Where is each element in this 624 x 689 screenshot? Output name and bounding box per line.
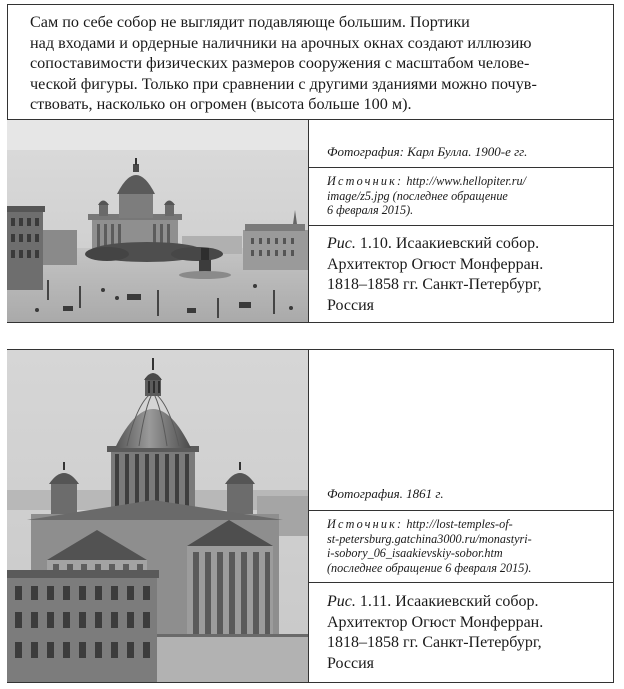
source-line: i-sobory_06_isaakievskiy-sobor.htm <box>327 546 503 560</box>
intro-line: ческой фигуры. Только при сравнении с другими зданиями можно почув- <box>30 74 537 93</box>
caption-line: 1818–1858 гг. Санкт-Петербург, <box>327 634 542 651</box>
caption-text: 1.11. Исаакиевский собор. <box>359 593 539 610</box>
caption-cell <box>309 226 613 322</box>
photo-credit-cell <box>309 120 613 168</box>
intro-line: над входами и ордерные наличники на арочных окнах создают иллюзию <box>30 33 532 52</box>
photo-credit-cell <box>309 350 613 511</box>
source-line <box>327 517 607 532</box>
intro-line: Сам по себе собор не выглядит подавляюще большим. Портики <box>30 13 470 31</box>
cathedral-photo <box>7 350 308 682</box>
source-line: (последнее обращение 6 февраля 2015). <box>327 560 532 575</box>
caption-text: 1.10. Исаакиевский собор. <box>359 235 540 252</box>
source-line: image/z5.jpg (последнее обращение <box>327 188 508 203</box>
cathedral-square-photo <box>7 120 308 322</box>
caption-line: Россия <box>327 654 375 672</box>
photo-credit: Фотография. 1861 г. <box>327 486 444 501</box>
source-line: st-petersburg.gatchina3000.ru/monastyri- <box>327 531 532 546</box>
figure-1-11 <box>7 349 614 683</box>
source-cell <box>309 168 613 226</box>
caption-cell <box>309 583 613 682</box>
caption-line <box>327 592 607 613</box>
caption-line <box>327 234 607 255</box>
source-url: http://lost-temples-of- <box>406 517 513 531</box>
figure-info-panel <box>308 350 613 682</box>
source-line: 6 февраля 2015). <box>327 203 414 217</box>
photo-isaac-cathedral-1900s <box>7 120 308 322</box>
intro-text-box <box>7 4 614 120</box>
intro-line: сопоставимости физических размеров сооружения с масштабом челове- <box>30 54 530 72</box>
caption-line: 1818–1858 гг. Санкт-Петербург, <box>327 276 542 293</box>
caption-label: Рис. <box>327 235 356 252</box>
caption-line: Архитектор Огюст Монферран. <box>327 613 544 631</box>
source-line <box>327 174 607 189</box>
caption-line: Россия <box>327 296 375 314</box>
photo-isaac-cathedral-1861 <box>7 350 308 682</box>
photo-credit: Фотография: Карл Булла. 1900-е гг. <box>327 144 528 159</box>
source-label: Источник: <box>327 174 404 188</box>
caption-label: Рис. <box>327 593 356 610</box>
figure-1-10 <box>7 119 614 323</box>
source-url: http://www.hellopiter.ru/ <box>406 174 526 188</box>
figure-info-panel <box>308 120 613 322</box>
intro-line: ствовать, насколько он огромен (высота больше 100 м). <box>30 95 412 113</box>
source-label: Источник: <box>327 517 404 531</box>
caption-line: Архитектор Огюст Монферран. <box>327 255 544 273</box>
source-cell <box>309 511 613 583</box>
